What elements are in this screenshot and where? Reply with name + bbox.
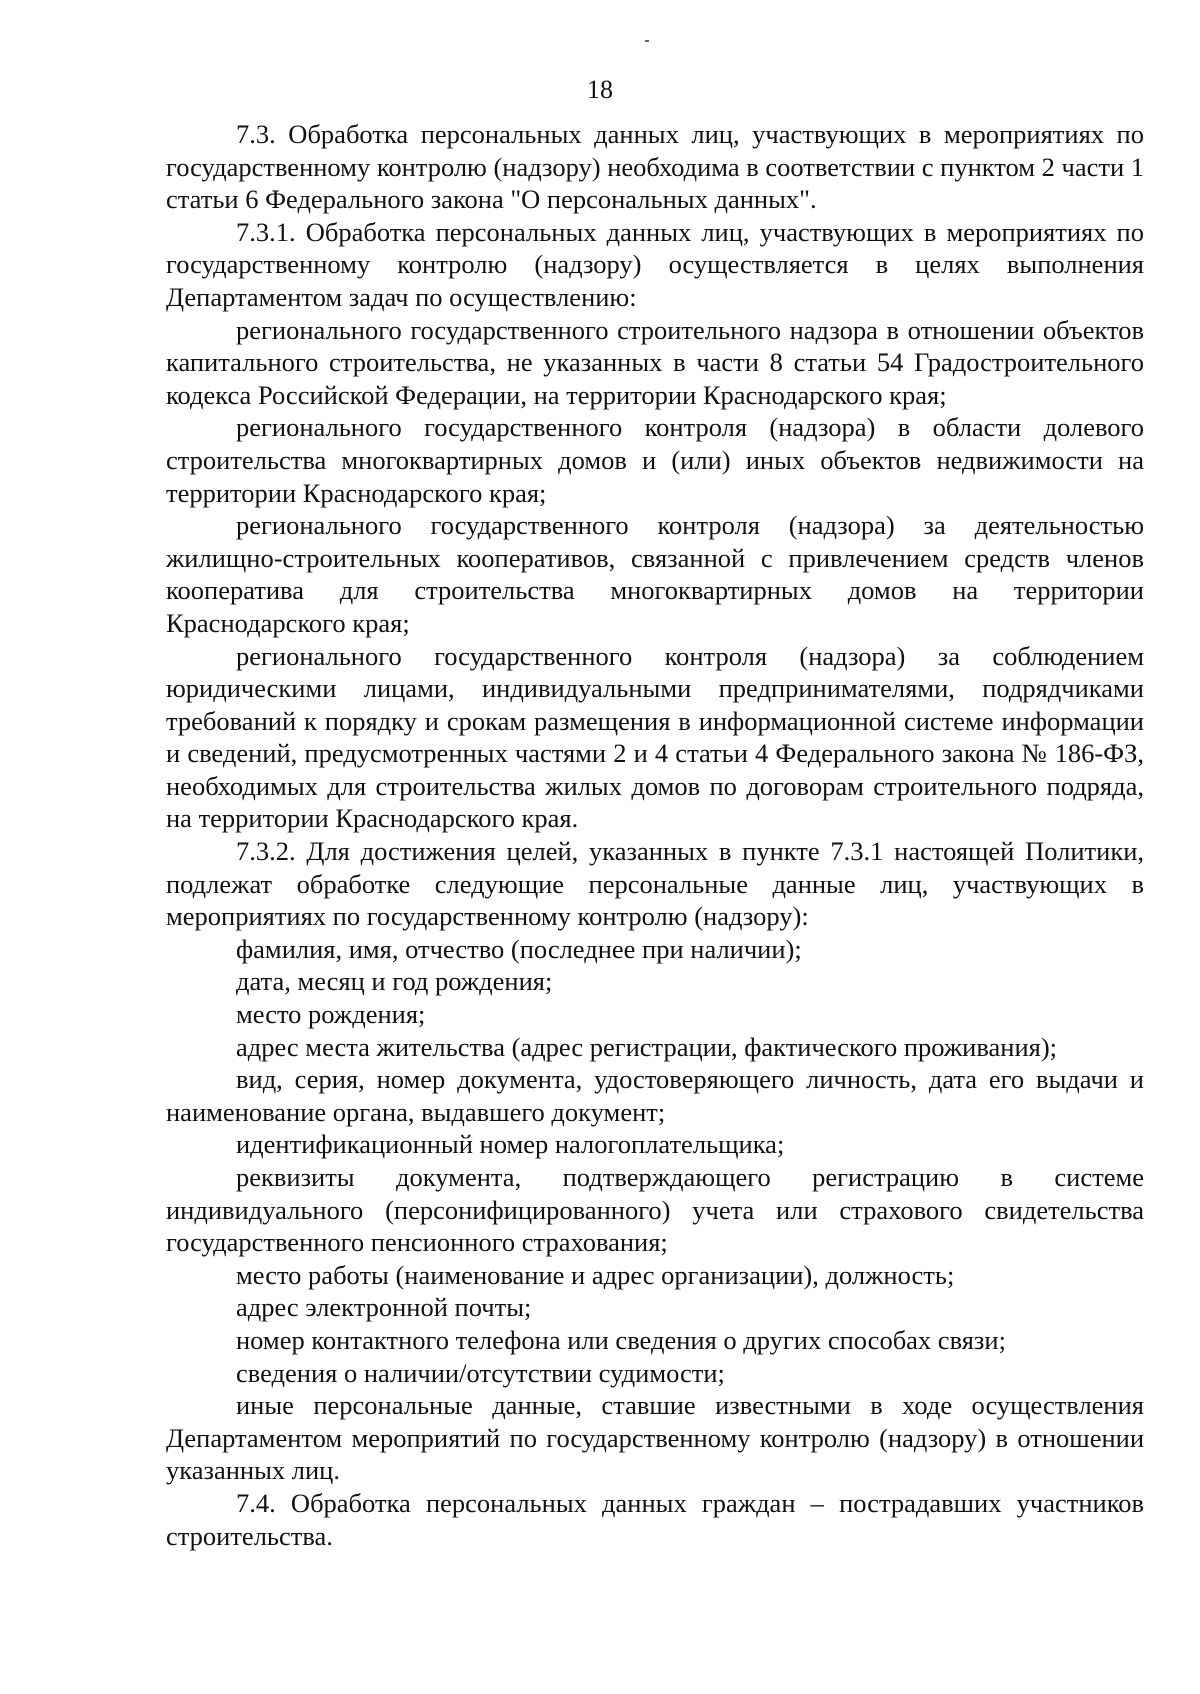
list-item-information-system-control: регионального государственного контроля (надзора) за соблюдением юридическими лицами, индивидуальными предпринимателями, подрядчиками требований к порядку и срокам размещения в информационной системе информации и сведений, предусмотренных частями 2 и 4 статьи 4 Федерального закона № 186-ФЗ, необходимых для строительства жилых домов по договорам строительного подряда, на территории Краснодарского края. xyxy=(166,640,1144,834)
list-item-phone: номер контактного телефона или сведения о других способах связи; xyxy=(236,1324,1006,1355)
list-item-other-data: иные персональные данные, ставшие известными в ходе осуществления Департаментом мероприятий по государственному контролю (надзору) в отношении указанных лиц. xyxy=(166,1390,1144,1486)
list-item-housing-cooperatives-control: регионального государственного контроля (надзора) за деятельностью жилищно-строительных кооперативов, связанной с привлечением средств членов кооператива для строительства многоквартирных домов на территории Краснодарского края; xyxy=(166,510,1144,638)
scan-artifact xyxy=(645,40,649,42)
paragraph-7-3: 7.3. Обработка персональных данных лиц, участвующих в мероприятиях по государственному контролю (надзору) необходима в соответствии с пунктом 2 части 1 статьи 6 Федерального закона "О персональных данных". xyxy=(166,119,1145,215)
list-item-criminal-record: сведения о наличии/отсутствии судимости; xyxy=(236,1357,725,1388)
list-item-shared-construction-control: регионального государственного контроля (надзора) в области долевого строительства многоквартирных домов и (или) иных объектов недвижимости на территории Краснодарского края; xyxy=(166,412,1144,508)
paragraph-7-3-1: 7.3.1. Обработка персональных данных лиц, участвующих в мероприятиях по государственному контролю (надзору) осуществляется в целях выполнения Департаментом задач по осуществлению: xyxy=(166,216,1144,312)
list-item-email: адрес электронной почты; xyxy=(236,1292,532,1323)
list-item-construction-supervision: регионального государственного строительного надзора в отношении объектов капитального строительства, не указанных в части 8 статьи 54 Градостроительного кодекса Российской Федерации, на территории Краснодарского края; xyxy=(166,314,1144,410)
list-item-residence-address: адрес места жительства (адрес регистрации, фактического проживания); xyxy=(236,1031,1058,1062)
paragraph-7-3-2: 7.3.2. Для достижения целей, указанных в пункте 7.3.1 настоящей Политики, подлежат обработке следующие персональные данные лиц, участвующих в мероприятиях по государственному контролю (надзору): xyxy=(166,836,1144,932)
list-item-birth-place: место рождения; xyxy=(236,999,426,1030)
document-body xyxy=(166,118,1144,1552)
list-item-workplace: место работы (наименование и адрес организации), должность; xyxy=(236,1259,955,1290)
page-number: 18 xyxy=(587,75,613,104)
list-item-birth-date: дата, месяц и год рождения; xyxy=(236,966,553,997)
list-item-pension-insurance: реквизиты документа, подтверждающего регистрацию в системе индивидуального (персонифицированного) учета или страхового свидетельства государственного пенсионного страхования; xyxy=(166,1162,1144,1258)
paragraph-7-4: 7.4. Обработка персональных данных граждан – пострадавших участников строительства. xyxy=(166,1487,1144,1551)
list-item-tax-number: идентификационный номер налогоплательщика; xyxy=(236,1129,785,1160)
list-item-identity-document: вид, серия, номер документа, удостоверяющего личность, дата его выдачи и наименование органа, выдавшего документ; xyxy=(166,1064,1144,1127)
list-item-full-name: фамилия, имя, отчество (последнее при наличии); xyxy=(236,933,802,964)
